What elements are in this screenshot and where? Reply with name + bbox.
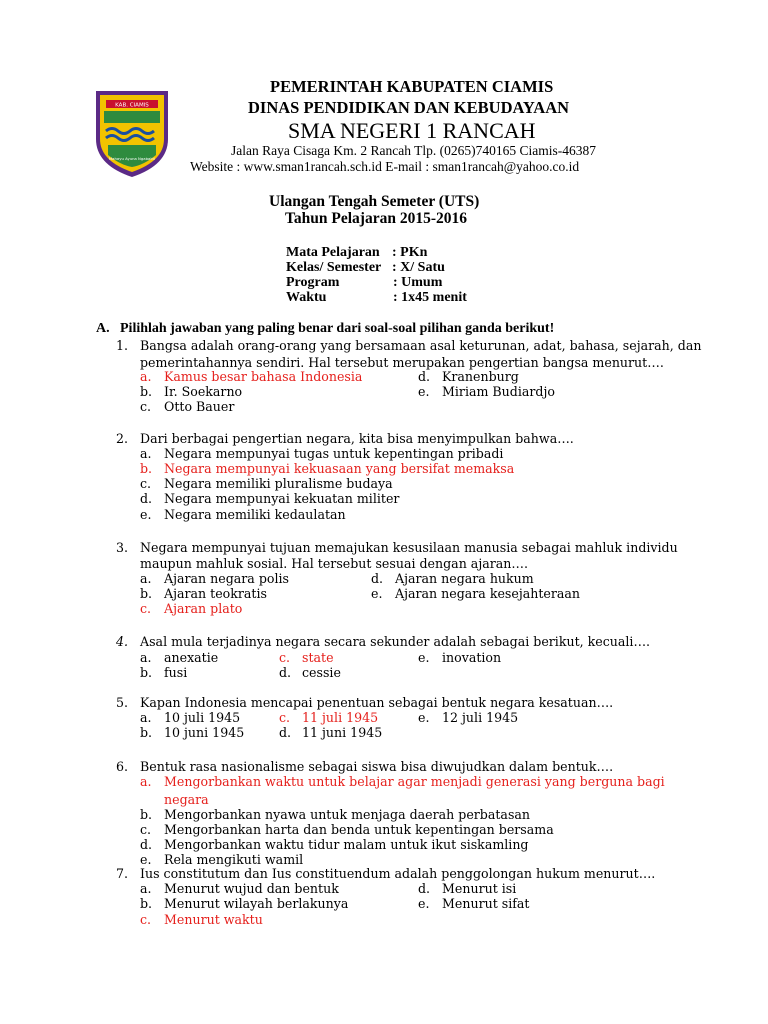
exam-subtitle: Tahun Pelajaran 2015-2016 (285, 210, 468, 227)
header-address: Jalan Raya Cisaga Km. 2 Rancah Tlp. (0265)740165 Ciamis-46387 (231, 143, 596, 158)
header-line2: DINAS PENDIDIKAN DAN KEBUDAYAAN (248, 98, 570, 117)
option-text: Negara memiliki kedaulatan (164, 507, 346, 522)
option-letter: e. (371, 586, 383, 601)
option-letter: e. (140, 852, 152, 867)
option-text: Ajaran negara polis (164, 571, 289, 586)
option-text: Ir. Soekarno (164, 384, 243, 399)
option-text: anexatie (164, 650, 219, 665)
question-text: pemerintahannya sendiri. Hal tersebut merupakan pengertian bangsa menurut…. (140, 355, 664, 370)
meta-value: : Umum (393, 275, 443, 290)
question-number: 7. (116, 866, 129, 881)
option-text: 10 juli 1945 (164, 710, 241, 725)
question-number: 6. (116, 759, 129, 774)
header-contact: Website : www.sman1rancah.sch.id E-mail : sman1rancah@yahoo.co.id (190, 159, 580, 174)
meta-value: : PKn (392, 245, 428, 260)
question-number: 3. (116, 540, 129, 555)
option-text: Kranenburg (442, 369, 519, 384)
option-letter: b. (140, 384, 153, 399)
option-text: Rela mengikuti wamil (164, 852, 304, 867)
meta-label: Mata Pelajaran (286, 245, 380, 260)
option-text: cessie (302, 665, 341, 680)
question-text: Kapan Indonesia mencapai penentuan sebagai bentuk negara kesatuan…. (140, 695, 614, 710)
option-letter: e. (418, 710, 430, 725)
option-letter: c. (140, 399, 152, 414)
option-text-correct: Ajaran plato (164, 601, 243, 616)
option-text-correct: negara (164, 792, 209, 807)
option-text: 11 juni 1945 (302, 725, 383, 740)
option-text: Ajaran negara kesejahteraan (395, 586, 581, 601)
section-letter: A. (96, 321, 110, 336)
option-letter: d. (279, 665, 292, 680)
option-letter: a. (140, 571, 152, 586)
meta-label: Waktu (286, 290, 327, 305)
option-text: fusi (164, 665, 188, 680)
option-letter: c. (279, 650, 291, 665)
option-letter: b. (140, 586, 153, 601)
option-text-correct: 11 juli 1945 (302, 710, 379, 725)
option-letter: e. (418, 384, 430, 399)
option-letter: c. (279, 710, 291, 725)
option-text: Mengorbankan nyawa untuk menjaga daerah perbatasan (164, 807, 531, 822)
option-text: Menurut wujud dan bentuk (164, 881, 339, 896)
question-number: 5. (116, 695, 129, 710)
option-letter: d. (140, 491, 153, 506)
option-text: Ajaran teokratis (164, 586, 267, 601)
option-letter: b. (140, 461, 153, 476)
option-text-correct: Kamus besar bahasa Indonesia (164, 369, 363, 384)
option-text: 10 juni 1945 (164, 725, 245, 740)
school-name: SMA NEGERI 1 RANCAH (288, 118, 536, 143)
option-letter: c. (140, 601, 152, 616)
option-letter: c. (140, 912, 152, 927)
meta-value: : X/ Satu (392, 260, 445, 275)
option-text: Menurut isi (442, 881, 517, 896)
option-text: Menurut sifat (442, 896, 530, 911)
header-line1: PEMERINTAH KABUPATEN CIAMIS (270, 77, 554, 96)
option-letter: d. (140, 837, 153, 852)
option-letter: c. (140, 822, 152, 837)
option-letter: a. (140, 650, 152, 665)
question-number: 2. (116, 431, 129, 446)
meta-value: : 1x45 menit (393, 290, 467, 305)
question-text: Bangsa adalah orang-orang yang bersamaan asal keturunan, adat, bahasa, sejarah, dan (140, 338, 702, 353)
option-letter: e. (418, 896, 430, 911)
option-letter: d. (371, 571, 384, 586)
option-text: Negara memiliki pluralisme budaya (164, 476, 393, 491)
option-text: Mengorbankan waktu tidur malam untuk ikut siskamling (164, 837, 529, 852)
option-text: Negara mempunyai tugas untuk kepentingan pribadi (164, 446, 504, 461)
option-letter: a. (140, 710, 152, 725)
option-text: Miriam Budiardjo (442, 384, 555, 399)
logo-text-top: KAB. CIAMIS (115, 102, 149, 109)
option-letter: a. (140, 774, 152, 789)
option-text: inovation (442, 650, 502, 665)
option-text: Ajaran negara hukum (395, 571, 534, 586)
section-instruction: Pilihlah jawaban yang paling benar dari soal-soal pilihan ganda berikut! (120, 321, 555, 336)
option-letter: a. (140, 446, 152, 461)
logo-text-bottom: Mahayu Ayuna Ngabakti (108, 156, 156, 161)
option-text: Negara mempunyai kekuatan militer (164, 491, 400, 506)
school-district-logo (92, 87, 172, 179)
question-text: Asal mula terjadinya negara secara sekunder adalah sebagai berikut, kecuali…. (140, 634, 651, 649)
option-letter: b. (140, 725, 153, 740)
option-letter: d. (418, 881, 431, 896)
option-letter: a. (140, 369, 152, 384)
exam-title: Ulangan Tengah Semeter (UTS) (269, 193, 480, 210)
option-letter: d. (418, 369, 431, 384)
option-text: Mengorbankan harta dan benda untuk kepentingan bersama (164, 822, 554, 837)
option-text: Menurut wilayah berlakunya (164, 896, 349, 911)
question-number: 4. (116, 634, 129, 649)
question-text: Negara mempunyai tujuan memajukan kesusilaan manusia sebagai mahluk individu (140, 540, 678, 555)
question-text: Bentuk rasa nasionalisme sebagai siswa bisa diwujudkan dalam bentuk…. (140, 759, 614, 774)
option-text: 12 juli 1945 (442, 710, 519, 725)
meta-label: Kelas/ Semester (286, 260, 382, 275)
question-text: Dari berbagai pengertian negara, kita bisa menyimpulkan bahwa…. (140, 431, 574, 446)
option-letter: b. (140, 665, 153, 680)
option-letter: a. (140, 881, 152, 896)
option-letter: e. (418, 650, 430, 665)
option-text-correct: Negara mempunyai kekuasaan yang bersifat memaksa (164, 461, 515, 476)
question-text: Ius constitutum dan Ius constituendum adalah penggolongan hukum menurut…. (140, 866, 656, 881)
option-letter: d. (279, 725, 292, 740)
option-text-correct: Mengorbankan waktu untuk belajar agar menjadi generasi yang berguna bagi (164, 774, 665, 789)
meta-label: Program (286, 275, 340, 290)
option-letter: c. (140, 476, 152, 491)
option-letter: b. (140, 896, 153, 911)
option-text: Otto Bauer (164, 399, 235, 414)
option-text-correct: Menurut waktu (164, 912, 263, 927)
question-number: 1. (116, 338, 129, 353)
option-text-correct: state (302, 650, 334, 665)
option-letter: b. (140, 807, 153, 822)
question-text: maupun mahluk sosial. Hal tersebut sesuai dengan ajaran…. (140, 556, 528, 571)
option-letter: e. (140, 507, 152, 522)
